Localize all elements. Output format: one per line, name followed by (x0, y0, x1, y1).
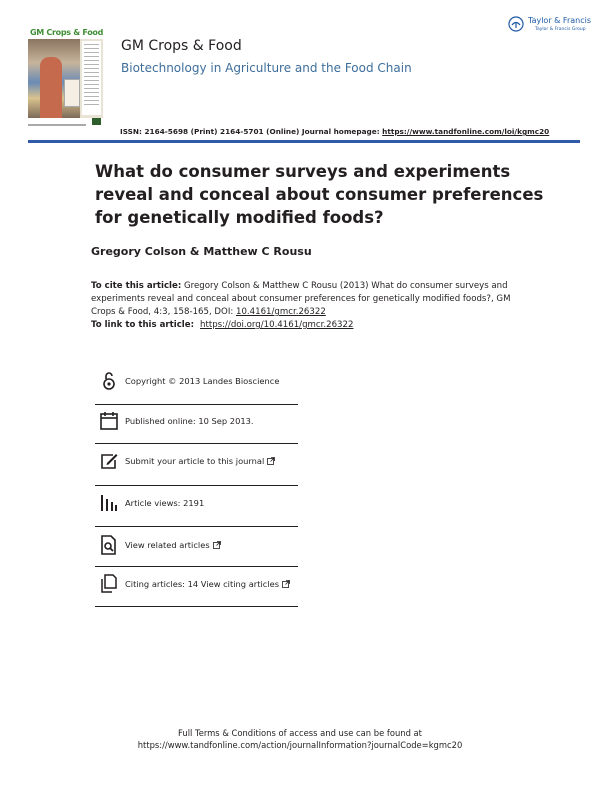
external-link-icon (282, 580, 290, 588)
copyright-text: Copyright © 2013 Landes Bioscience (125, 376, 280, 386)
article-link-line (91, 320, 353, 330)
open-access-icon (99, 371, 119, 391)
published-text: Published online: 10 Sep 2013. (125, 416, 254, 426)
divider (95, 404, 298, 405)
journal-cover-image (28, 27, 103, 118)
citation-text: Gregory Colson & Matthew C Rousu (2013) What do consumer surveys and experiments reveal and conceal about consumer preferences for genetically modified foods?, GM Crops & Food, 4:3, 158-165, DOI: (91, 281, 511, 317)
views-row (95, 493, 298, 530)
submit-row[interactable] (95, 451, 298, 488)
journal-subtitle: Biotechnology in Agriculture and the Food Chain (121, 61, 412, 75)
edit-icon (99, 451, 119, 471)
divider (95, 566, 298, 567)
doi-link[interactable]: 10.4161/gmcr.26322 (235, 307, 326, 317)
copyright-row (95, 371, 298, 408)
cover-logo (92, 118, 101, 125)
related-text[interactable]: View related articles (125, 540, 210, 550)
issn-text: ISSN: 2164-5698 (Print) 2164-5701 (Online) Journal homepage: (120, 127, 383, 136)
external-link-icon (267, 457, 275, 465)
cover-caption (28, 124, 86, 126)
journal-title: GM Crops & Food (121, 38, 242, 54)
divider (95, 606, 298, 607)
external-link-icon (213, 541, 221, 549)
footer-terms-link[interactable]: https://www.tandfonline.com/action/journalInformation?journalCode=kgmc20 (137, 740, 463, 750)
submit-text[interactable]: Submit your article to this journal (125, 456, 265, 466)
publisher-logo-icon (508, 16, 524, 32)
footer-terms: Full Terms & Conditions of access and use can be found at (178, 728, 422, 738)
publisher-logo[interactable] (508, 15, 591, 37)
link-label: To link to this article: (91, 320, 195, 330)
publisher-name: Taylor & Francis (528, 16, 591, 25)
cover-title: GM Crops & Food (30, 28, 103, 37)
article-doi-link[interactable]: https://doi.org/10.4161/gmcr.26322 (200, 320, 354, 330)
publisher-sub: Taylor & Francis Group (535, 27, 586, 32)
citing-text[interactable]: Citing articles: 14 View citing articles (125, 579, 280, 589)
article-authors: Gregory Colson & Matthew C Rousu (91, 245, 312, 258)
divider (95, 443, 298, 444)
divider (95, 526, 298, 527)
article-title: What do consumer surveys and experiments reveal and conceal about consumer preferences for genetically modified foods? (95, 162, 544, 227)
citing-articles-icon (99, 574, 119, 594)
citation-block (91, 280, 511, 319)
journal-homepage-link[interactable]: https://www.tandfonline.com/loi/kgmc20 (382, 127, 550, 136)
search-document-icon (99, 535, 119, 555)
views-text: Article views: 2191 (125, 498, 205, 508)
issn-line (120, 127, 549, 136)
calendar-icon (99, 411, 119, 431)
citation-label: To cite this article: (91, 281, 182, 291)
bar-chart-icon (99, 493, 119, 513)
divider (95, 485, 298, 486)
header-divider (28, 140, 580, 143)
